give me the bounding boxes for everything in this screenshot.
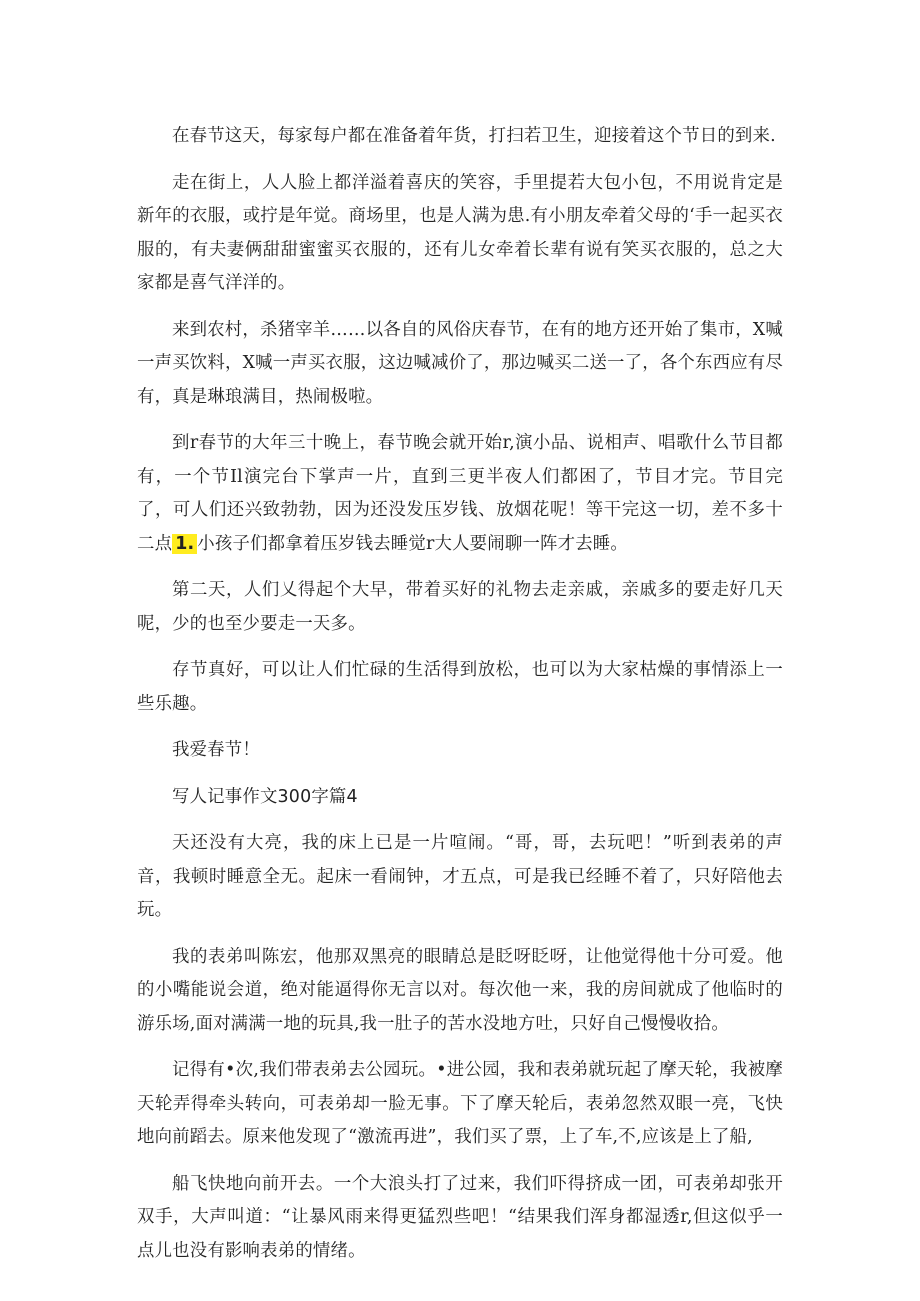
paragraph-11: 船飞快地向前开去。一个大浪头打了过来，我们吓得挤成一团，可表弟却张开双手，大声叫道：“让暴风雨来得更猛烈些吧！“结果我们浑身都湿透r,但这似乎一点儿也没有影响表弟的情绪。 bbox=[137, 1173, 783, 1261]
section-heading: 写人记事作文300字篇4 bbox=[172, 786, 358, 807]
paragraph-5: 第二天，人们乂得起个大早，带着买好的礼物去走亲戚，亲戚多的要走好几天呢，少的也至少要走一天多。 bbox=[137, 580, 783, 634]
document-body bbox=[137, 120, 783, 1281]
paragraph-4 bbox=[137, 427, 783, 561]
paragraph-10: 记得有•次,我们带表弟去公园玩。•进公园，我和表弟就玩起了摩天轮，我被摩天轮弄得牵头转向，可表弟却一脸无事。下了摩天轮后，表弟忽然双眼一亮，飞快地向前蹈去。原来他发现了“激流再进”，我们买了票，上了车,不,应该是上了船, bbox=[137, 1060, 783, 1147]
paragraph-9: 我的表弟叫陈宏，他那双黑亮的眼睛总是眨呀眨呀，让他觉得他十分可爱。他的小嘴能说会道，绝对能逼得你无言以对。每次他一来，我的房间就成了他临时的游乐场,面对满满一地的玩具,我一肚子的苦水没地方吐，只好自己慢慢收拾。 bbox=[137, 946, 783, 1034]
paragraph-4-before: 到r春节的大年三十晚上，春节晚会就开始r,演小品、说相声、唱歌什么节目都有，一个节Il演完台下掌声一片，直到三更半夜人们都困了，节目才完。节目完了，可人们还兴致勃勃，因为还没发压岁钱、放烟花呢！等干完这一切，差不多十二点 bbox=[137, 433, 783, 554]
highlighted-number: 1. bbox=[172, 534, 197, 554]
paragraph-3: 来到农村，杀猪宰羊……以各自的风俗庆春节，在有的地方还开始了集市，X喊一声买饮料，X喊一声买衣服，这边喊减价了，那边喊买二送一了，各个东西应有尽有，真是琳琅满目，热闹极啦。 bbox=[137, 319, 783, 407]
paragraph-6: 存节真好，可以让人们忙碌的生活得到放松，也可以为大家枯燥的事情添上一些乐趣。 bbox=[137, 660, 783, 714]
paragraph-1: 在春节这天，每家每户都在准备着年货，打扫若卫生，迎接着这个节日的到来. bbox=[172, 126, 776, 146]
paragraph-7: 我爱春节！ bbox=[172, 740, 260, 760]
paragraph-8: 天还没有大亮，我的床上已是一片喧闹。“哥，哥，去玩吧！”听到表弟的声音，我顿时睡意全无。起床一看闹钟，才五点，可是我已经睡不着了，只好陪他去玩。 bbox=[137, 833, 783, 920]
paragraph-4-after: 小孩子们都拿着压岁钱去睡觉r大人要闹聊一阵才去睡。 bbox=[197, 533, 628, 554]
paragraph-2: 走在街上，人人脸上都洋溢着喜庆的笑容，手里提若大包小包，不用说肯定是新年的衣服，或拧是年觉。商场里，也是人满为患.有小朋友牵着父母的‘手一起买衣服的，有夫妻俩甜甜蜜蜜买衣服的，还有儿女牵着长辈有说有笑买衣服的，总之大家都是喜气洋洋的。 bbox=[137, 172, 783, 293]
